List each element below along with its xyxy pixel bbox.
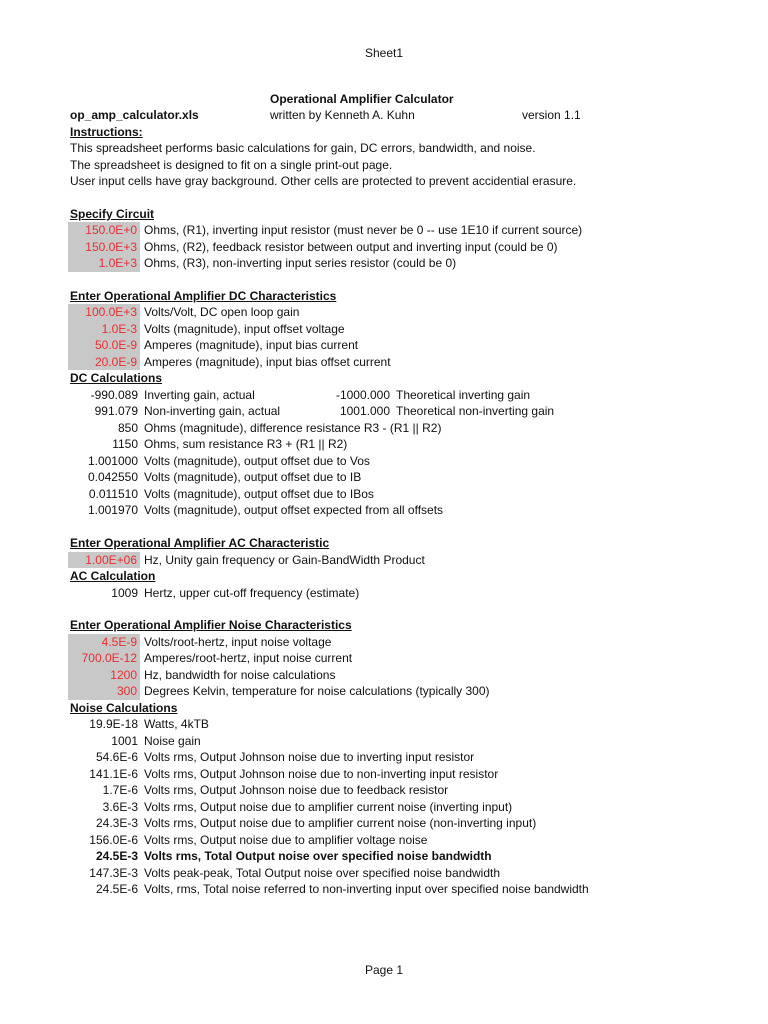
inverting-gain-desc: Inverting gain, actual xyxy=(144,387,255,402)
noise-calc-desc: Volts rms, Output noise due to amplifier current noise (inverting input) xyxy=(144,799,513,814)
noise-calc-value: 24.5E-6 xyxy=(95,882,138,896)
offset-voltage-input[interactable]: 1.0E-3 xyxy=(68,321,140,338)
noise-calc-desc: Watts, 4kTB xyxy=(144,717,209,731)
dc-calc-value: 1.001970 xyxy=(87,503,138,517)
dc-calc-value: 0.042550 xyxy=(87,470,138,484)
filename: op_amp_calculator.xls xyxy=(70,108,199,122)
noise-calc-desc: Volts rms, Output Johnson noise due to inverting input resistor xyxy=(144,750,475,764)
theoretical-inverting-gain-desc: Theoretical inverting gain xyxy=(396,387,531,402)
bias-current-desc: Amperes (magnitude), input bias current xyxy=(144,338,359,352)
r1-input[interactable]: 150.0E+0 xyxy=(68,222,140,239)
version: version 1.1 xyxy=(522,108,581,122)
instructions-line: The spreadsheet is designed to fit on a single print-out page. xyxy=(70,158,393,172)
temperature-input[interactable]: 300 xyxy=(68,683,140,700)
page-title: Operational Amplifier Calculator xyxy=(270,92,454,106)
theoretical-inverting-gain-value: -1000.000 xyxy=(335,387,390,402)
theoretical-noninverting-gain-desc: Theoretical non-inverting gain xyxy=(396,404,555,418)
theoretical-noninverting-gain-value: 1001.000 xyxy=(339,404,390,418)
dc-calc-heading: DC Calculations xyxy=(70,371,163,385)
instructions-line: User input cells have gray background. Other cells are protected to prevent accidential erasure. xyxy=(70,174,577,188)
dc-calc-desc: Volts (magnitude), output offset due to Vos xyxy=(144,453,370,468)
noise-calc-value: 3.6E-3 xyxy=(102,799,138,814)
gbw-desc: Hz, Unity gain frequency or Gain-BandWidth Product xyxy=(144,552,425,567)
inverting-gain-value: -990.089 xyxy=(90,387,138,402)
noise-voltage-desc: Volts/root-hertz, input noise voltage xyxy=(144,634,332,649)
noise-calc-heading: Noise Calculations xyxy=(70,700,178,715)
noise-calc-desc: Volts rms, Output noise due to amplifier current noise (non-inverting input) xyxy=(144,816,537,830)
noise-calc-desc: Volts, rms, Total noise referred to non-inverting input over specified noise bandwidth xyxy=(144,882,589,896)
dc-calc-value: 1150 xyxy=(112,437,138,451)
offset-voltage-desc: Volts (magnitude), input offset voltage xyxy=(144,321,345,336)
noise-bandwidth-desc: Hz, bandwidth for noise calculations xyxy=(144,667,336,682)
noise-calc-value: 156.0E-6 xyxy=(89,832,138,847)
noise-bandwidth-input[interactable]: 1200 xyxy=(68,667,140,684)
noise-calc-desc: Volts peak-peak, Total Output noise over specified noise bandwidth xyxy=(144,865,501,880)
gbw-input[interactable]: 1.00E+06 xyxy=(68,552,140,569)
dc-calc-value: 1.001000 xyxy=(87,453,138,468)
bias-current-input[interactable]: 50.0E-9 xyxy=(68,337,140,354)
ac-char-heading: Enter Operational Amplifier AC Characteristic xyxy=(70,536,330,550)
ac-calc-heading: AC Calculation xyxy=(70,569,156,583)
r2-input[interactable]: 150.0E+3 xyxy=(68,239,140,256)
dc-calc-value: 0.011510 xyxy=(88,486,138,501)
dc-calc-desc: Ohms (magnitude), difference resistance R3 - (R1 || R2) xyxy=(144,420,442,435)
open-loop-gain-desc: Volts/Volt, DC open loop gain xyxy=(144,305,300,319)
noise-current-desc: Amperes/root-hertz, input noise current xyxy=(144,651,353,665)
noise-calc-value: 1001 xyxy=(111,733,138,748)
total-noise-desc: Volts rms, Total Output noise over specified noise bandwidth xyxy=(144,849,492,863)
r3-input[interactable]: 1.0E+3 xyxy=(68,255,140,272)
author: written by Kenneth A. Kuhn xyxy=(270,108,415,122)
noise-calc-desc: Volts rms, Output noise due to amplifier voltage noise xyxy=(144,832,428,847)
noise-calc-value: 147.3E-3 xyxy=(89,865,138,880)
noise-calc-value: 24.3E-3 xyxy=(95,816,138,830)
noninverting-gain-desc: Non-inverting gain, actual xyxy=(144,404,281,418)
r2-desc: Ohms, (R2), feedback resistor between output and inverting input (could be 0) xyxy=(144,239,558,254)
temperature-desc: Degrees Kelvin, temperature for noise calculations (typically 300) xyxy=(144,684,490,698)
page-number: Page 1 xyxy=(364,963,404,977)
noise-calc-value: 141.1E-6 xyxy=(89,766,138,781)
noise-calc-value: 54.6E-6 xyxy=(95,750,138,764)
noise-calc-value: 19.9E-18 xyxy=(89,717,138,731)
instructions-heading: Instructions: xyxy=(70,125,143,139)
noninverting-gain-value: 991.079 xyxy=(94,404,138,418)
cutoff-frequency-value: 1009 xyxy=(111,585,138,600)
dc-calc-desc: Ohms, sum resistance R3 + (R1 || R2) xyxy=(144,437,348,451)
dc-calc-desc: Volts (magnitude), output offset due to IB xyxy=(144,470,362,484)
dc-char-heading: Enter Operational Amplifier DC Characteristics xyxy=(70,289,337,303)
r1-desc: Ohms, (R1), inverting input resistor (must never be 0 -- use 1E10 if current source) xyxy=(144,223,583,237)
instructions-line: This spreadsheet performs basic calculations for gain, DC errors, bandwidth, and noise. xyxy=(70,141,536,155)
dc-calc-desc: Volts (magnitude), output offset expected from all offsets xyxy=(144,503,444,517)
circuit-heading: Specify Circuit xyxy=(70,207,155,221)
noise-current-input[interactable]: 700.0E-12 xyxy=(68,650,140,667)
open-loop-gain-input[interactable]: 100.0E+3 xyxy=(68,304,140,321)
noise-voltage-input[interactable]: 4.5E-9 xyxy=(68,634,140,651)
noise-char-heading: Enter Operational Amplifier Noise Characteristics xyxy=(70,618,352,632)
bias-offset-current-desc: Amperes (magnitude), input bias offset current xyxy=(144,354,391,369)
sheet-name: Sheet1 xyxy=(364,46,404,60)
noise-calc-value: 1.7E-6 xyxy=(102,783,138,797)
r3-desc: Ohms, (R3), non-inverting input series resistor (could be 0) xyxy=(144,256,457,270)
dc-calc-value: 850 xyxy=(117,420,138,435)
bias-offset-current-input[interactable]: 20.0E-9 xyxy=(68,354,140,371)
noise-calc-desc: Volts rms, Output Johnson noise due to non-inverting input resistor xyxy=(144,766,499,781)
cutoff-frequency-desc: Hertz, upper cut-off frequency (estimate) xyxy=(144,585,360,600)
noise-calc-desc: Noise gain xyxy=(144,733,201,748)
noise-calc-desc: Volts rms, Output Johnson noise due to feedback resistor xyxy=(144,783,449,797)
total-noise-value: 24.5E-3 xyxy=(95,849,138,863)
dc-calc-desc: Volts (magnitude), output offset due to IBos xyxy=(144,486,374,501)
